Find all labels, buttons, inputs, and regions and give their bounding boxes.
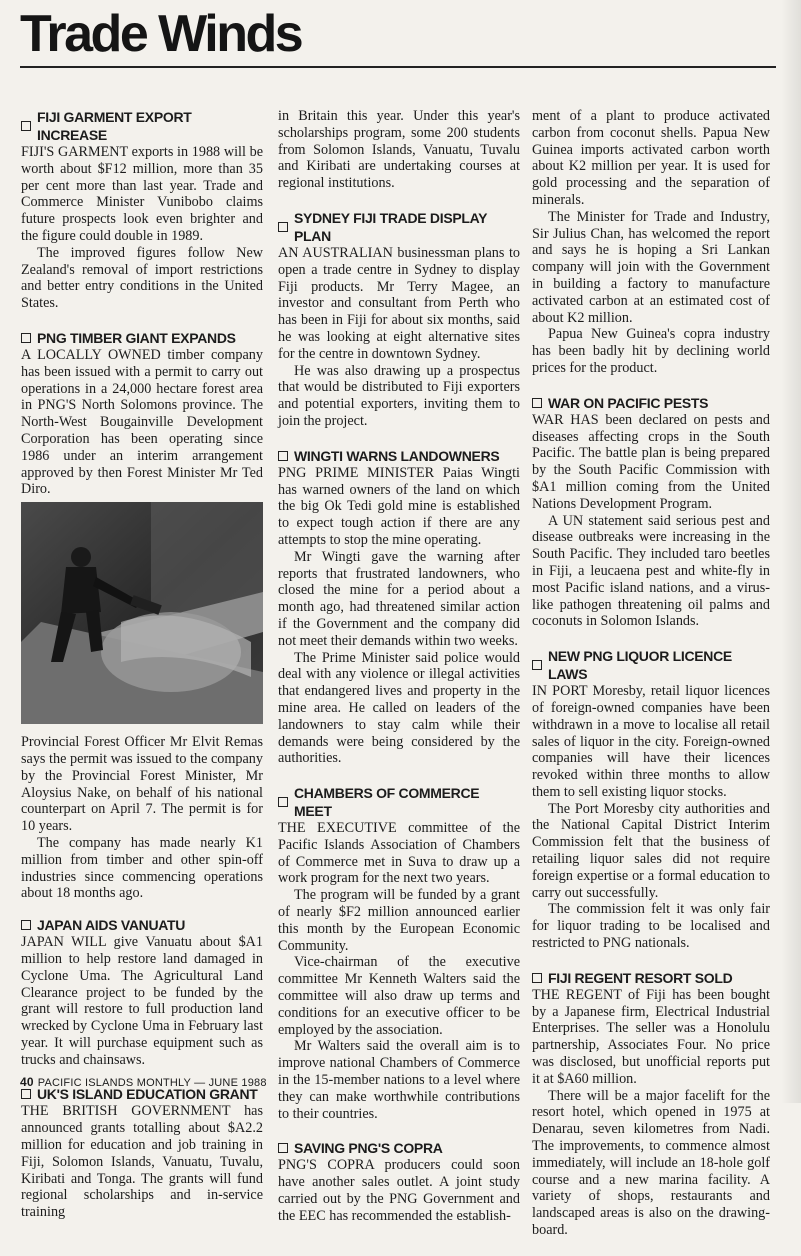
headline-text: WAR ON PACIFIC PESTS bbox=[548, 394, 709, 411]
checkbox-bullet-icon bbox=[278, 222, 288, 232]
article-copra bbox=[278, 1139, 520, 1224]
body-paragraph: FIJI'S GARMENT exports in 1988 will be worth about $F12 million, more than 35 per cent more than last year. Trade and Commerce Minister Vunibobo claims future prospects look even brighter and the figure could double in 1989. bbox=[21, 144, 263, 244]
body-paragraph: The Prime Minister said police would deal with any violence or illegal activities that endangered lives and property in the mine area. He called on leaders of the landowners to stay calm while their demands were being considered by the authorities. bbox=[278, 649, 520, 767]
body-paragraph: ment of a plant to produce activated carbon from coconut shells. Papua New Guinea imports activated carbon worth about K2 million per year. It is used for gold processing and the separation of minerals. bbox=[532, 108, 770, 208]
headline-text: JAPAN AIDS VANUATU bbox=[37, 917, 186, 934]
article-wingti bbox=[278, 447, 520, 767]
headline bbox=[278, 784, 520, 820]
checkbox-bullet-icon bbox=[532, 660, 542, 670]
headline bbox=[21, 329, 263, 347]
body-paragraph: AN AUSTRALIAN businessman plans to open a trade centre in Sydney to display Fiji products. Mr Terry Magee, an investor and consultant from Perth who has been in Fiji for about six months, said he was looking at eight alternative sites for the centre in downtown Sydney. bbox=[278, 244, 520, 362]
headline-text: SYDNEY FIJI TRADE DISPLAY PLAN bbox=[294, 209, 487, 244]
article-sydney-fiji bbox=[278, 209, 520, 430]
body-paragraph: Papua New Guinea's copra industry has been badly hit by declining world prices for the product. bbox=[532, 326, 770, 376]
body-paragraph: The program will be funded by a grant of nearly $F2 million announced earlier this month by the European Economic Community. bbox=[278, 887, 520, 954]
column-1 bbox=[21, 108, 263, 1238]
page-number: 40 bbox=[20, 1075, 34, 1089]
body-paragraph: The Port Moresby city authorities and the National Capital District Interim Commission felt that the business of retailing liquor sales did not require foreign expertise or a formal education to carry out successfully. bbox=[532, 800, 770, 901]
masthead-title: Trade Winds bbox=[20, 5, 302, 63]
headline bbox=[532, 969, 770, 987]
body-paragraph: THE EXECUTIVE committee of the Pacific Islands Association of Chambers of Commerce met in Suva to draw up a work program for the next two years. bbox=[278, 820, 520, 887]
headline-text: SAVING PNG'S COPRA bbox=[294, 1140, 443, 1157]
body-paragraph: THE BRITISH GOVERNMENT has announced grants totalling about $A2.2 million for education and job training in Fiji, Solomon Islands, Vanuatu, Tuvalu, Kiribati and Tonga. The grants will fund regional scholarships and in-service training bbox=[21, 1103, 263, 1221]
headline bbox=[532, 647, 770, 683]
body-paragraph: The improved figures follow New Zealand's removal of import restrictions and better entry conditions in the United States. bbox=[21, 244, 263, 312]
headline-text: NEW PNG LIQUOR LICENCE LAWS bbox=[548, 648, 732, 683]
body-paragraph: A LOCALLY OWNED timber company has been issued with a permit to carry out operations in a 24,000 hectare forest area in PNG'S North Solomons province. The North-West Bougainville Development Corporation has been operating since 1986 under an interim arrangement approved by then Forest Minister Mr Ted Diro. bbox=[21, 346, 263, 498]
article-liquor-laws bbox=[532, 647, 770, 952]
checkbox-bullet-icon bbox=[21, 920, 31, 930]
body-paragraph: JAPAN WILL give Vanuatu about $A1 million to help restore land damaged in Cyclone Uma. The Agricultural Land Clearance project to be funded by the grant will restore to full production land wrecked by Cyclone Uma in February last year. It will purchase equipment such as trucks and chainsaws. bbox=[21, 934, 263, 1068]
body-paragraph: PNG PRIME MINISTER Paias Wingti has warned owners of the land on which the big Ok Tedi gold mine is established to expect tough action if there are any attempts to stop the mine operating. bbox=[278, 464, 520, 548]
body-paragraph: The company has made nearly K1 million from timber and other spin-off industries since commencing operations about 18 months ago. bbox=[21, 834, 263, 902]
headline-text: WINGTI WARNS LANDOWNERS bbox=[294, 447, 500, 464]
body-paragraph: Mr Walters said the overall aim is to improve national Chambers of Commerce in the 15-member nations to a level where they can make worthwhile contributions to their countries. bbox=[278, 1038, 520, 1122]
headline-text: FIJI GARMENT EXPORT INCREASE bbox=[37, 109, 192, 143]
body-paragraph: The commission felt it was only fair for liquor trading to be localised and restricted to PNG nationals. bbox=[532, 901, 770, 952]
body-paragraph: IN PORT Moresby, retail liquor licences of foreign-owned companies have been withdrawn in a move to localise all retail sales of liquor in the city. Foreign-owned companies will have their licences revoked within three months to allow them to sell existing liquor stocks. bbox=[532, 683, 770, 800]
headline bbox=[21, 108, 263, 144]
body-paragraph: Vice-chairman of the executive committee Mr Kenneth Walters said the committee will also draw up terms and conditions for an executive officer to be employed by the association. bbox=[278, 954, 520, 1038]
checkbox-bullet-icon bbox=[532, 398, 542, 408]
article-pacific-pests bbox=[532, 394, 770, 630]
body-paragraph: Mr Wingti gave the warning after reports that frustrated landowners, who closed the mine for a period about a month ago, had threatened similar action if the Government and the company did not meet their demands within two weeks. bbox=[278, 548, 520, 649]
article-regent-resort bbox=[532, 969, 770, 1239]
headline bbox=[278, 447, 520, 465]
article-uk-grant bbox=[21, 1085, 263, 1221]
body-paragraph: THE REGENT of Fiji has been bought by a Japanese firm, Electrical Industrial Enterprises. The seller was a Honolulu partnership, Associates Four. No price was disclosed, but unofficial reports put it at $A60 million. bbox=[532, 986, 770, 1087]
headline-text: PNG TIMBER GIANT EXPANDS bbox=[37, 329, 236, 346]
timber-worker-photo bbox=[21, 502, 263, 724]
checkbox-bullet-icon bbox=[21, 1089, 31, 1099]
masthead-rule bbox=[20, 66, 776, 68]
body-paragraph: There will be a major facelift for the resort hotel, which opened in 1975 at Denarau, seven kilometres from Nadi. The improvements, to commence almost immediately, will include an 18-hole golf course and a new marina facility. A variety of shops, restaurants and landscaped areas is also on the drawing-board. bbox=[532, 1087, 770, 1239]
body-paragraph: A UN statement said serious pest and disease outbreaks were increasing in the South Pacific. They included taro beetles in Fiji, a leucaena pest and white-fly in most Pacific island nations, and a virus-like pathogen threatening oil palms and coconuts in Solomon Islands. bbox=[532, 512, 770, 630]
page-footer bbox=[20, 1075, 267, 1089]
column-3 bbox=[532, 108, 770, 1256]
page-edge-shadow bbox=[781, 0, 801, 1103]
headline-text: FIJI REGENT RESORT SOLD bbox=[548, 969, 733, 986]
article-japan-aids bbox=[21, 916, 263, 1068]
body-paragraph: He was also drawing up a prospectus that would be distributed to Fiji exporters and potential exporters, inviting them to join the project. bbox=[278, 362, 520, 429]
article-png-timber bbox=[21, 329, 263, 902]
headline bbox=[278, 209, 520, 245]
headline-text: CHAMBERS OF COMMERCE MEET bbox=[294, 785, 480, 820]
article-fiji-garment bbox=[21, 108, 263, 312]
body-paragraph: WAR HAS been declared on pests and diseases affecting crops in the South Pacific. The battle plan is being prepared by the South Pacific Commission with $A1 million coming from the United Nations Development Program. bbox=[532, 411, 770, 512]
checkbox-bullet-icon bbox=[278, 451, 288, 461]
headline bbox=[21, 916, 263, 934]
body-paragraph: Provincial Forest Officer Mr Elvit Remas says the permit was issued to the company by the Provincial Forest Minister, Mr Aloysius Nake, on behalf of his national counterpart on April 7. The permit is for 10 years. bbox=[21, 734, 263, 835]
article-uk-grant-continued bbox=[278, 108, 520, 192]
headline bbox=[278, 1139, 520, 1157]
article-copra-continued bbox=[532, 108, 770, 377]
checkbox-bullet-icon bbox=[278, 797, 288, 807]
column-2 bbox=[278, 108, 520, 1242]
checkbox-bullet-icon bbox=[21, 333, 31, 343]
headline-text: UK'S ISLAND EDUCATION GRANT bbox=[37, 1086, 258, 1103]
headline bbox=[532, 394, 770, 412]
checkbox-bullet-icon bbox=[278, 1143, 288, 1153]
body-paragraph: in Britain this year. Under this year's scholarships program, some 200 students from Solomon Islands, Vanuatu, Tuvalu and Kiribati are undertaking courses at regional institutions. bbox=[278, 108, 520, 192]
article-chambers bbox=[278, 784, 520, 1122]
checkbox-bullet-icon bbox=[21, 121, 31, 131]
publication-line: PACIFIC ISLANDS MONTHLY — JUNE 1988 bbox=[37, 1077, 267, 1089]
body-paragraph: The Minister for Trade and Industry, Sir Julius Chan, has welcomed the report and says he is hoping a Sri Lankan company will join with the Government in building a factory to manufacture activated carbon at an estimated cost of about K2 million. bbox=[532, 208, 770, 326]
body-paragraph: PNG'S COPRA producers could soon have another sales outlet. A joint study carried out by the PNG Government and the EEC has recommended the establish- bbox=[278, 1157, 520, 1224]
checkbox-bullet-icon bbox=[532, 973, 542, 983]
